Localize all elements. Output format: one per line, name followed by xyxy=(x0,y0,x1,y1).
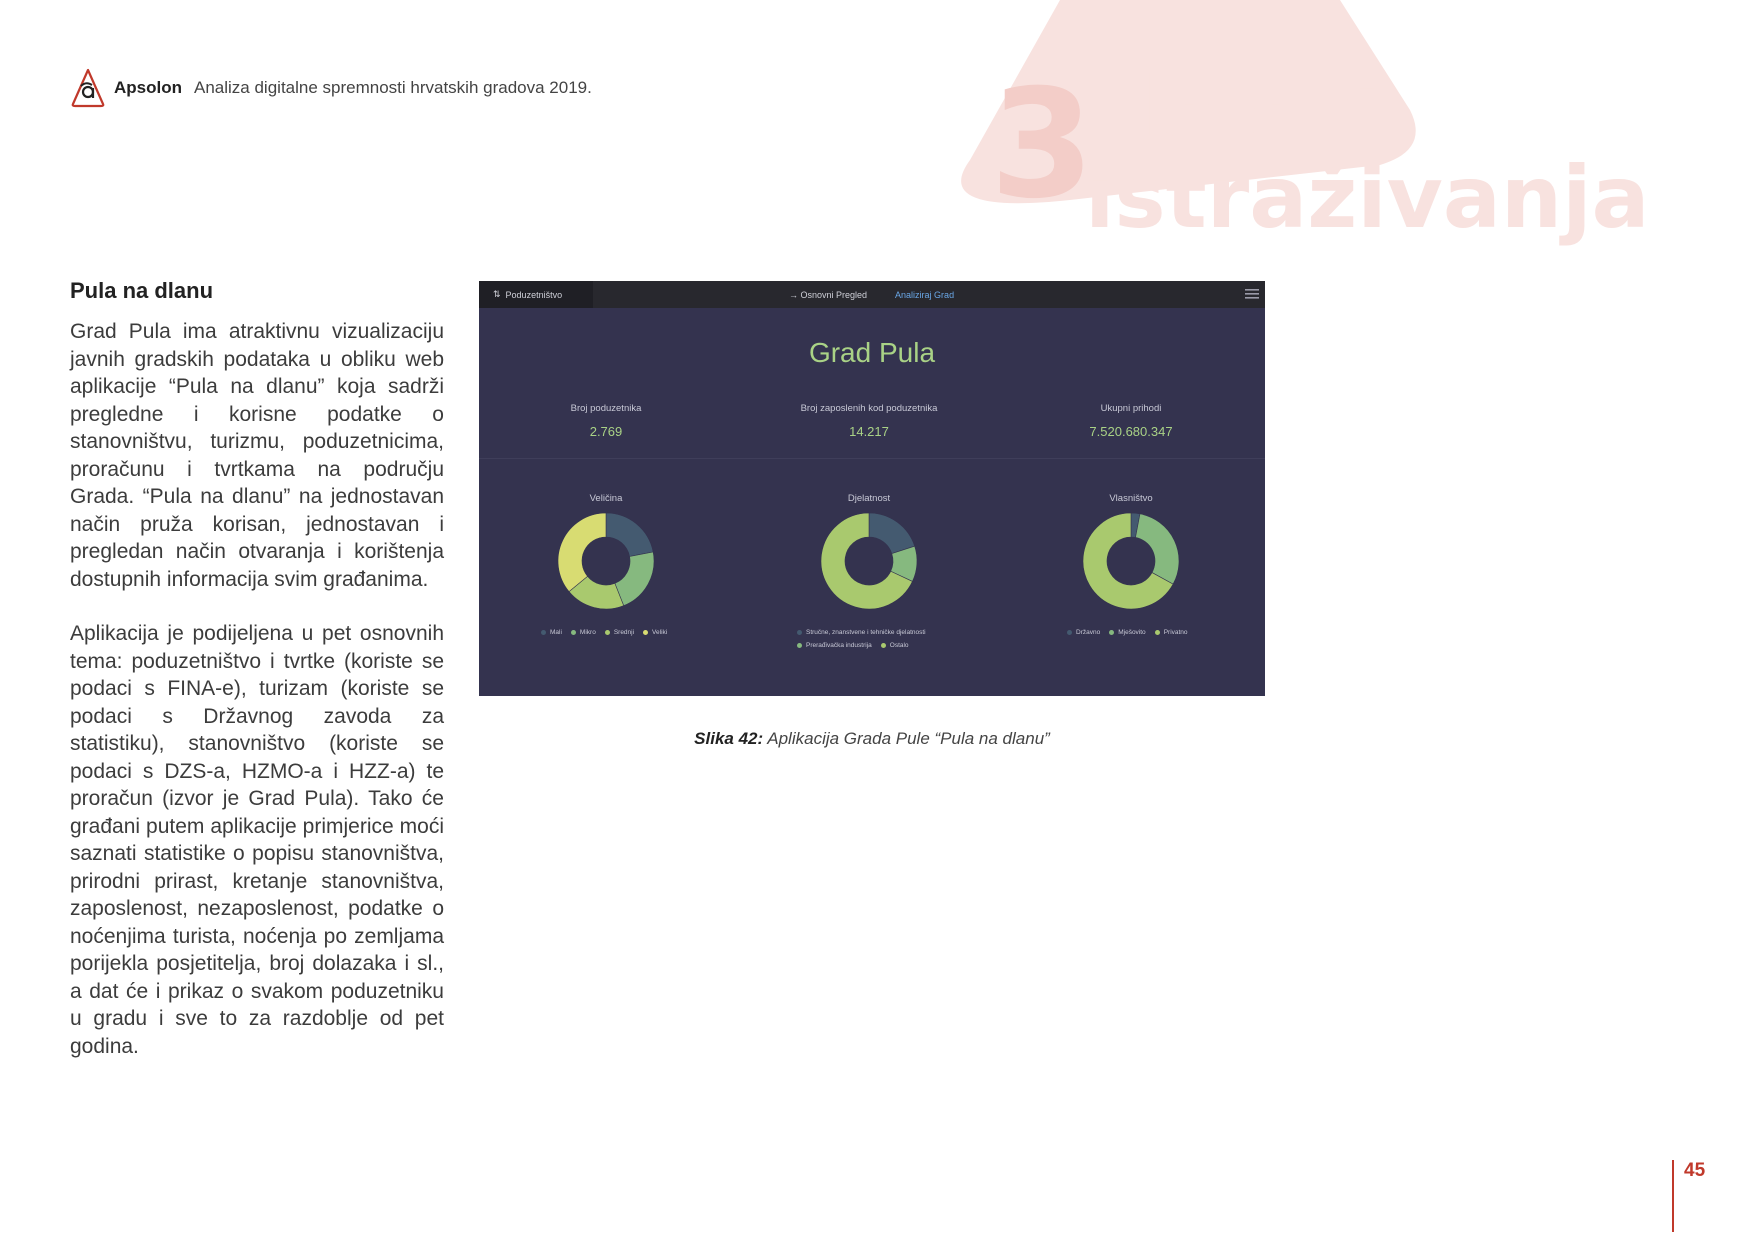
legend-label: Stručne, znanstvene i tehničke djelatnosti xyxy=(806,629,926,636)
legend-item xyxy=(1109,629,1145,636)
stat-value: 7.520.680.347 xyxy=(1089,424,1173,439)
legend-item xyxy=(797,629,926,636)
caption-label: Slika 42: xyxy=(694,729,764,748)
donut-title-velicina: Veličina xyxy=(589,493,623,504)
donut-title-djelatnost: Djelatnost xyxy=(847,493,891,504)
legend-item xyxy=(605,629,634,636)
legend-swatch xyxy=(881,643,886,648)
stat-label: Broj poduzetnika xyxy=(570,403,642,414)
app-screenshot-figure xyxy=(479,281,1265,696)
legend-djelatnost xyxy=(797,629,967,655)
legend-label: Prerađivačka industrija xyxy=(806,642,872,649)
legend-label: Državno xyxy=(1076,629,1101,636)
sort-icon: ⇅ xyxy=(493,289,501,299)
legend-label: Srednji xyxy=(613,629,635,636)
section-title: Pula na dlanu xyxy=(70,278,214,303)
legend-item xyxy=(1155,629,1188,636)
legend-label: Veliki xyxy=(652,629,668,636)
donut-chart-velicina xyxy=(549,511,663,611)
legend-swatch xyxy=(797,630,802,635)
legend-item xyxy=(1067,629,1100,636)
legend-item xyxy=(643,629,667,636)
paragraph-2: Aplikacija je podijeljena u pet osnovnih tema: poduzetništvo i tvrtke (koriste se podaci s FINA-e), turizam (koriste se podaci s Državnog zavoda za statistiku), stanovništvo (koriste se podaci s DZS-a, HZMO-a i HZZ-a) te proračun (izvor je Grad Pula). Tako će građani putem aplikacije primjerice moći saznati statistike o popisu stanovništva, prirodni prirast, kretanje stanovništva, zaposlenost, nezaposlenost, podatke o noćenjima turista, noćenja po zemljama porijekla posjetitelja, broj dolazaka i sl., a dat će i prikaz o svakom poduzetniku u gradu i sve to za razdoblje od pet godina. xyxy=(70,622,444,1058)
hamburger-menu-icon[interactable] xyxy=(1245,289,1259,299)
donut-slice-stručne-znanstvene-i-tehničke-djelatnosti xyxy=(869,513,915,554)
apsolon-logo-icon xyxy=(70,68,106,108)
app-top-bar xyxy=(479,281,1265,308)
app-title: Grad Pula xyxy=(808,337,936,368)
stat-ukupni-prihodi xyxy=(1021,403,1241,439)
donut-slice-mješovito xyxy=(1135,514,1179,584)
legend-item xyxy=(541,629,562,636)
legend-label: Ostalo xyxy=(889,642,909,649)
chapter-heading-line2: istraživanja xyxy=(1085,148,1650,248)
app-nav xyxy=(789,281,954,308)
stat-label: Ukupni prihodi xyxy=(1100,403,1162,414)
page-number-rule xyxy=(1672,1160,1674,1232)
nav-analiziraj-grad[interactable]: Analiziraj Grad xyxy=(895,289,955,300)
stat-label: Broj zaposlenih kod poduzetnika xyxy=(800,403,938,414)
legend-label: Privatno xyxy=(1163,629,1188,636)
legend-swatch xyxy=(1109,630,1114,635)
legend-item xyxy=(797,642,872,649)
page-number: 45 xyxy=(1684,1160,1706,1181)
donut-slice-veliki xyxy=(558,513,606,592)
legend-swatch xyxy=(1067,630,1072,635)
legend-item xyxy=(571,629,596,636)
caption-text: Aplikacija Grada Pule “Pula na dlanu” xyxy=(763,729,1050,748)
body-text xyxy=(70,318,444,1087)
legend-label: Mješovito xyxy=(1118,629,1146,636)
legend-swatch xyxy=(605,630,610,635)
document-title: Analiza digitalne spremnosti hrvatskih gradova 2019. xyxy=(194,78,592,97)
legend-vlasnistvo xyxy=(1067,629,1227,642)
legend-label: Mali xyxy=(550,629,562,636)
legend-swatch xyxy=(643,630,648,635)
chapter-heading-line1: Nalazi xyxy=(1085,56,1383,156)
paragraph-1: Grad Pula ima atraktivnu vizualizaciju javnih gradskih podataka u obliku web aplikacije “Pula na dlanu” koja sadrži pregledne i korisne podatke o stanovništvu, turizmu, poduzetnicima, proračunu i tvrtkama na području Grada. “Pula na dlanu” na jednostavan način pruža korisan, jednostavan i pregledan način otvaranja i korištenja dostupnih informacija svim građanima. xyxy=(70,320,444,591)
stat-broj-zaposlenih xyxy=(759,403,979,439)
legend-label: Mikro xyxy=(579,629,596,636)
stat-value: 2.769 xyxy=(589,424,623,439)
stat-broj-poduzetnika xyxy=(496,403,716,439)
chapter-heading xyxy=(1085,56,1650,248)
donut-title-vlasnistvo: Vlasništvo xyxy=(1109,493,1153,504)
chapter-number: 3 xyxy=(990,58,1095,232)
legend-swatch xyxy=(571,630,576,635)
nav-osnovni-pregled[interactable]: → Osnovni Pregled xyxy=(789,289,868,300)
legend-item xyxy=(881,642,909,649)
figure-caption xyxy=(479,729,1265,749)
divider xyxy=(479,458,1265,459)
stat-value: 14.217 xyxy=(849,424,889,439)
legend-swatch xyxy=(541,630,546,635)
legend-velicina xyxy=(541,629,701,642)
donut-chart-djelatnost xyxy=(812,511,926,611)
page-header xyxy=(70,68,592,108)
tab-poduzetnistvo[interactable] xyxy=(479,281,593,308)
donut-slice-mali xyxy=(606,513,653,557)
legend-swatch xyxy=(1155,630,1160,635)
tab-poduzetnistvo-label: Poduzetništvo xyxy=(505,289,563,300)
brand-name: Apsolon xyxy=(114,78,182,97)
legend-swatch xyxy=(797,643,802,648)
donut-chart-vlasnistvo xyxy=(1074,511,1188,611)
